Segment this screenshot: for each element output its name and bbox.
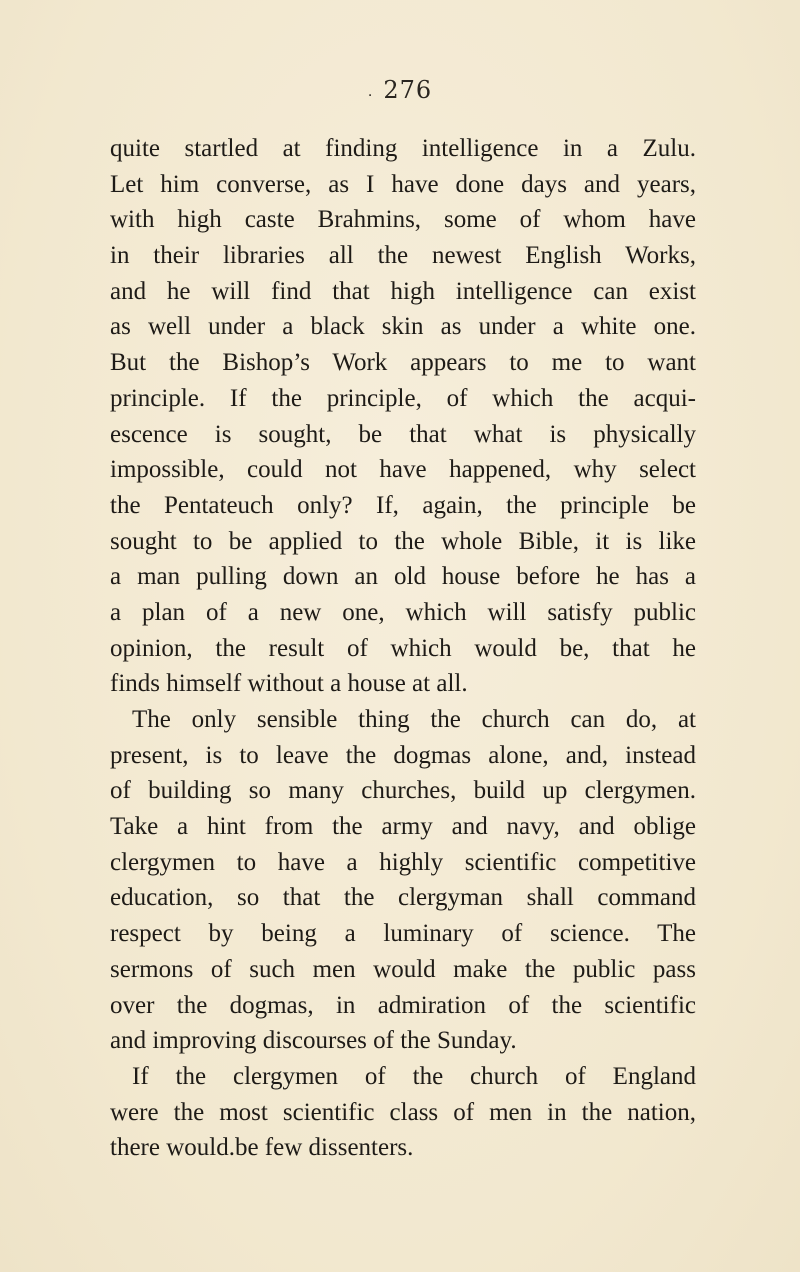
text-line: impossible, could not have happened, why select: [110, 456, 696, 484]
text-line: quite startled at finding intelligence in a Zulu.: [110, 135, 696, 162]
text-line: If the clergymen of the church of England: [132, 1062, 696, 1090]
text-line: clergymen to have a highly scientific competitive: [110, 848, 696, 876]
text-line: over the dogmas, in admiration of the scientific: [110, 991, 696, 1019]
text-line: in their libraries all the newest English Works,: [110, 242, 696, 270]
page-number-text: 276: [383, 76, 433, 104]
text-line: principle. If the principle, of which the acqui-: [110, 384, 696, 412]
text-line: present, is to leave the dogmas alone, and, instead: [110, 741, 696, 769]
text-line: Let him converse, as I have done days and years,: [110, 170, 696, 198]
page-number: [0, 76, 800, 104]
text-line: The only sensible thing the church can do, at: [132, 706, 696, 733]
text-line: with high caste Brahmins, some of whom have: [110, 206, 696, 234]
text-line: there would.be few dissenters.: [110, 1134, 414, 1162]
text-line: finds himself without a house at all.: [110, 670, 468, 698]
body-text: [110, 131, 696, 1166]
text-line: and improving discourses of the Sunday.: [110, 1027, 517, 1055]
text-line: respect by being a luminary of science. The: [110, 920, 696, 948]
text-line: the Pentateuch only? If, again, the principle be: [110, 491, 696, 519]
text-line: as well under a black skin as under a white one.: [110, 313, 696, 341]
text-line: Take a hint from the army and navy, and oblige: [110, 813, 696, 841]
text-line: were the most scientific class of men in the nation,: [110, 1098, 696, 1126]
text-line: opinion, the result of which would be, that he: [110, 634, 696, 662]
text-line: sermons of such men would make the public pass: [110, 955, 696, 983]
text-line: of building so many churches, build up clergymen.: [110, 777, 696, 805]
text-line: a man pulling down an old house before he has a: [110, 563, 696, 591]
text-line: a plan of a new one, which will satisfy public: [110, 598, 696, 626]
page-number-dot: .: [367, 83, 374, 100]
text-line: escence is sought, be that what is physically: [110, 420, 696, 448]
text-line: education, so that the clergyman shall command: [110, 884, 696, 912]
text-line: But the Bishop’s Work appears to me to want: [110, 349, 696, 377]
text-line: and he will find that high intelligence can exist: [110, 277, 696, 305]
text-line: sought to be applied to the whole Bible, it is like: [110, 527, 696, 555]
